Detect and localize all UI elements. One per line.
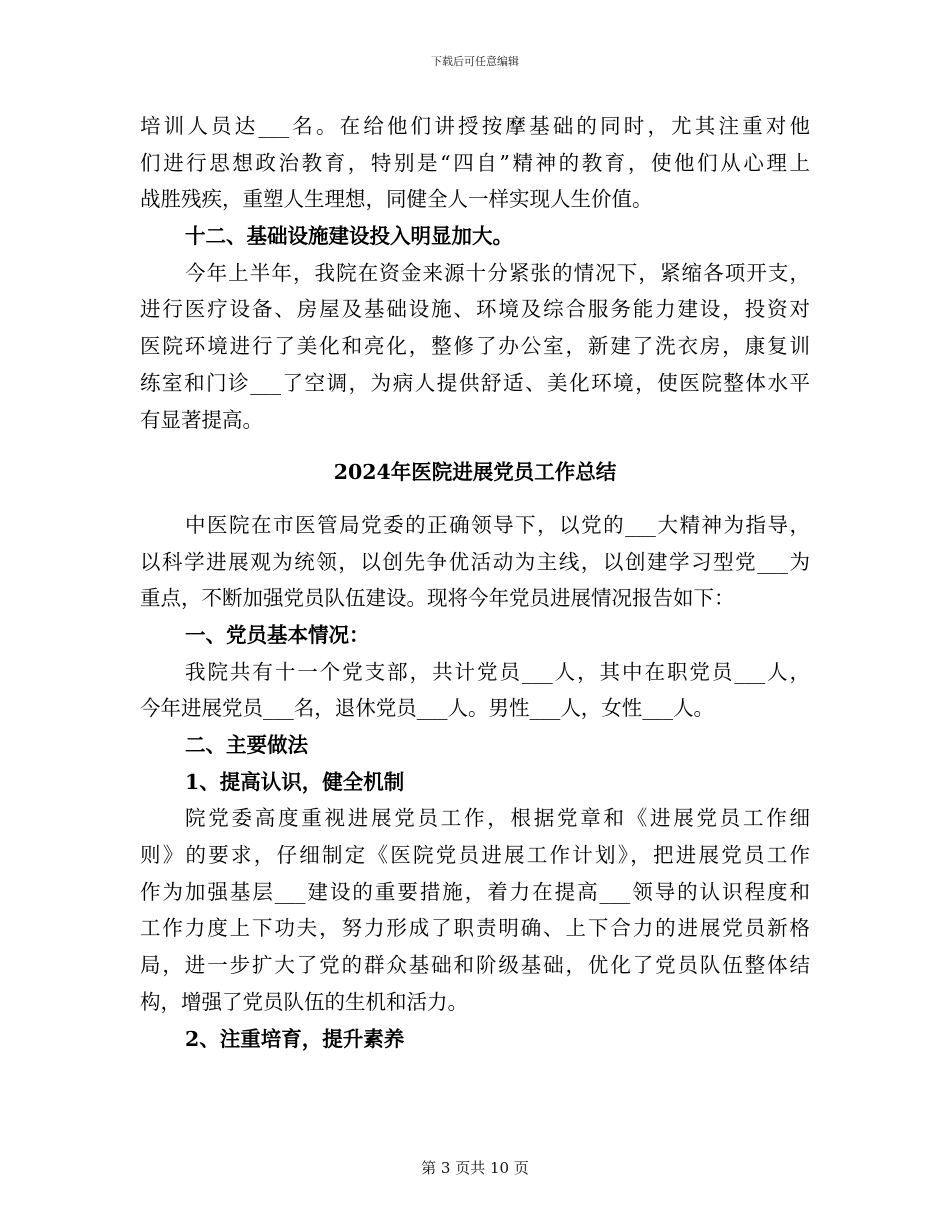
section-heading: 一、党员基本情况：	[185, 622, 370, 647]
subsection-heading: 1、提高认识，健全机制	[185, 769, 405, 794]
spacer	[140, 491, 810, 507]
paragraph-line: 们进行思想政治教育，特别是“四自”精神的教育，使他们从心理上	[140, 150, 810, 175]
paragraph-line: 练室和门诊___了空调，为病人提供舒适、美化环境，使医院整体水平	[140, 370, 810, 395]
paragraph-line: 医院环境进行了美化和亮化，整修了办公室，新建了洗衣房，康复训	[140, 334, 810, 359]
paragraph-line: 构，增强了党员队伍的生机和活力。	[140, 989, 468, 1014]
paragraph-line: 今年上半年，我院在资金来源十分紧张的情况下，紧缩各项开支，	[185, 260, 810, 285]
document-body	[140, 108, 810, 1057]
page-header: 下载后可任意编辑	[431, 55, 519, 68]
paragraph-line: 院党委高度重视进展党员工作，根据党章和《进展党员工作细	[185, 806, 810, 831]
paragraph-line: 中医院在市医管局党委的正确领导下，以党的___大精神为指导，	[185, 512, 810, 537]
paragraph-line: 以科学进展观为统领，以创先争优活动为主线，以创建学习型党___为	[140, 549, 810, 574]
paragraph-line: 培训人员达___名。在给他们讲授按摩基础的同时，尤其注重对他	[140, 114, 810, 138]
paragraph-line: 局，进一步扩大了党的群众基础和阶级基础，优化了党员队伍整体结	[140, 953, 810, 978]
document-title: 2024年医院进展党员工作总结	[333, 460, 617, 485]
section-heading: 十二、基础设施建设投入明显加大。	[185, 224, 513, 249]
paragraph-line: 我院共有十一个党支部，共计党员___人，其中在职党员___人，	[185, 659, 810, 684]
page-footer: 第 3 页共 10 页	[421, 1159, 529, 1177]
paragraph-line: 作为加强基层___建设的重要措施，着力在提高___领导的认识程度和	[140, 879, 810, 904]
paragraph-line: 战胜残疾，重塑人生理想，同健全人一样实现人生价值。	[140, 187, 653, 212]
paragraph-line: 则》的要求，仔细制定《医院党员进展工作计划》，把进展党员工作	[140, 843, 810, 868]
paragraph-line: 有显著提高。	[140, 407, 263, 432]
paragraph-line: 工作力度上下功夫，努力形成了职责明确、上下合力的进展党员新格	[140, 916, 810, 941]
paragraph-line: 重点，不断加强党员队伍建设。现将今年党员进展情况报告如下：	[140, 586, 735, 611]
section-heading: 二、主要做法	[185, 733, 308, 757]
subsection-heading: 2、注重培育，提升素养	[185, 1026, 405, 1051]
paragraph-line: 进行医疗设备、房屋及基础设施、环境及综合服务能力建设，投资对	[140, 297, 810, 322]
paragraph-line: 今年进展党员___名，退休党员___人。男性___人，女性___人。	[140, 696, 714, 721]
spacer	[140, 438, 810, 454]
